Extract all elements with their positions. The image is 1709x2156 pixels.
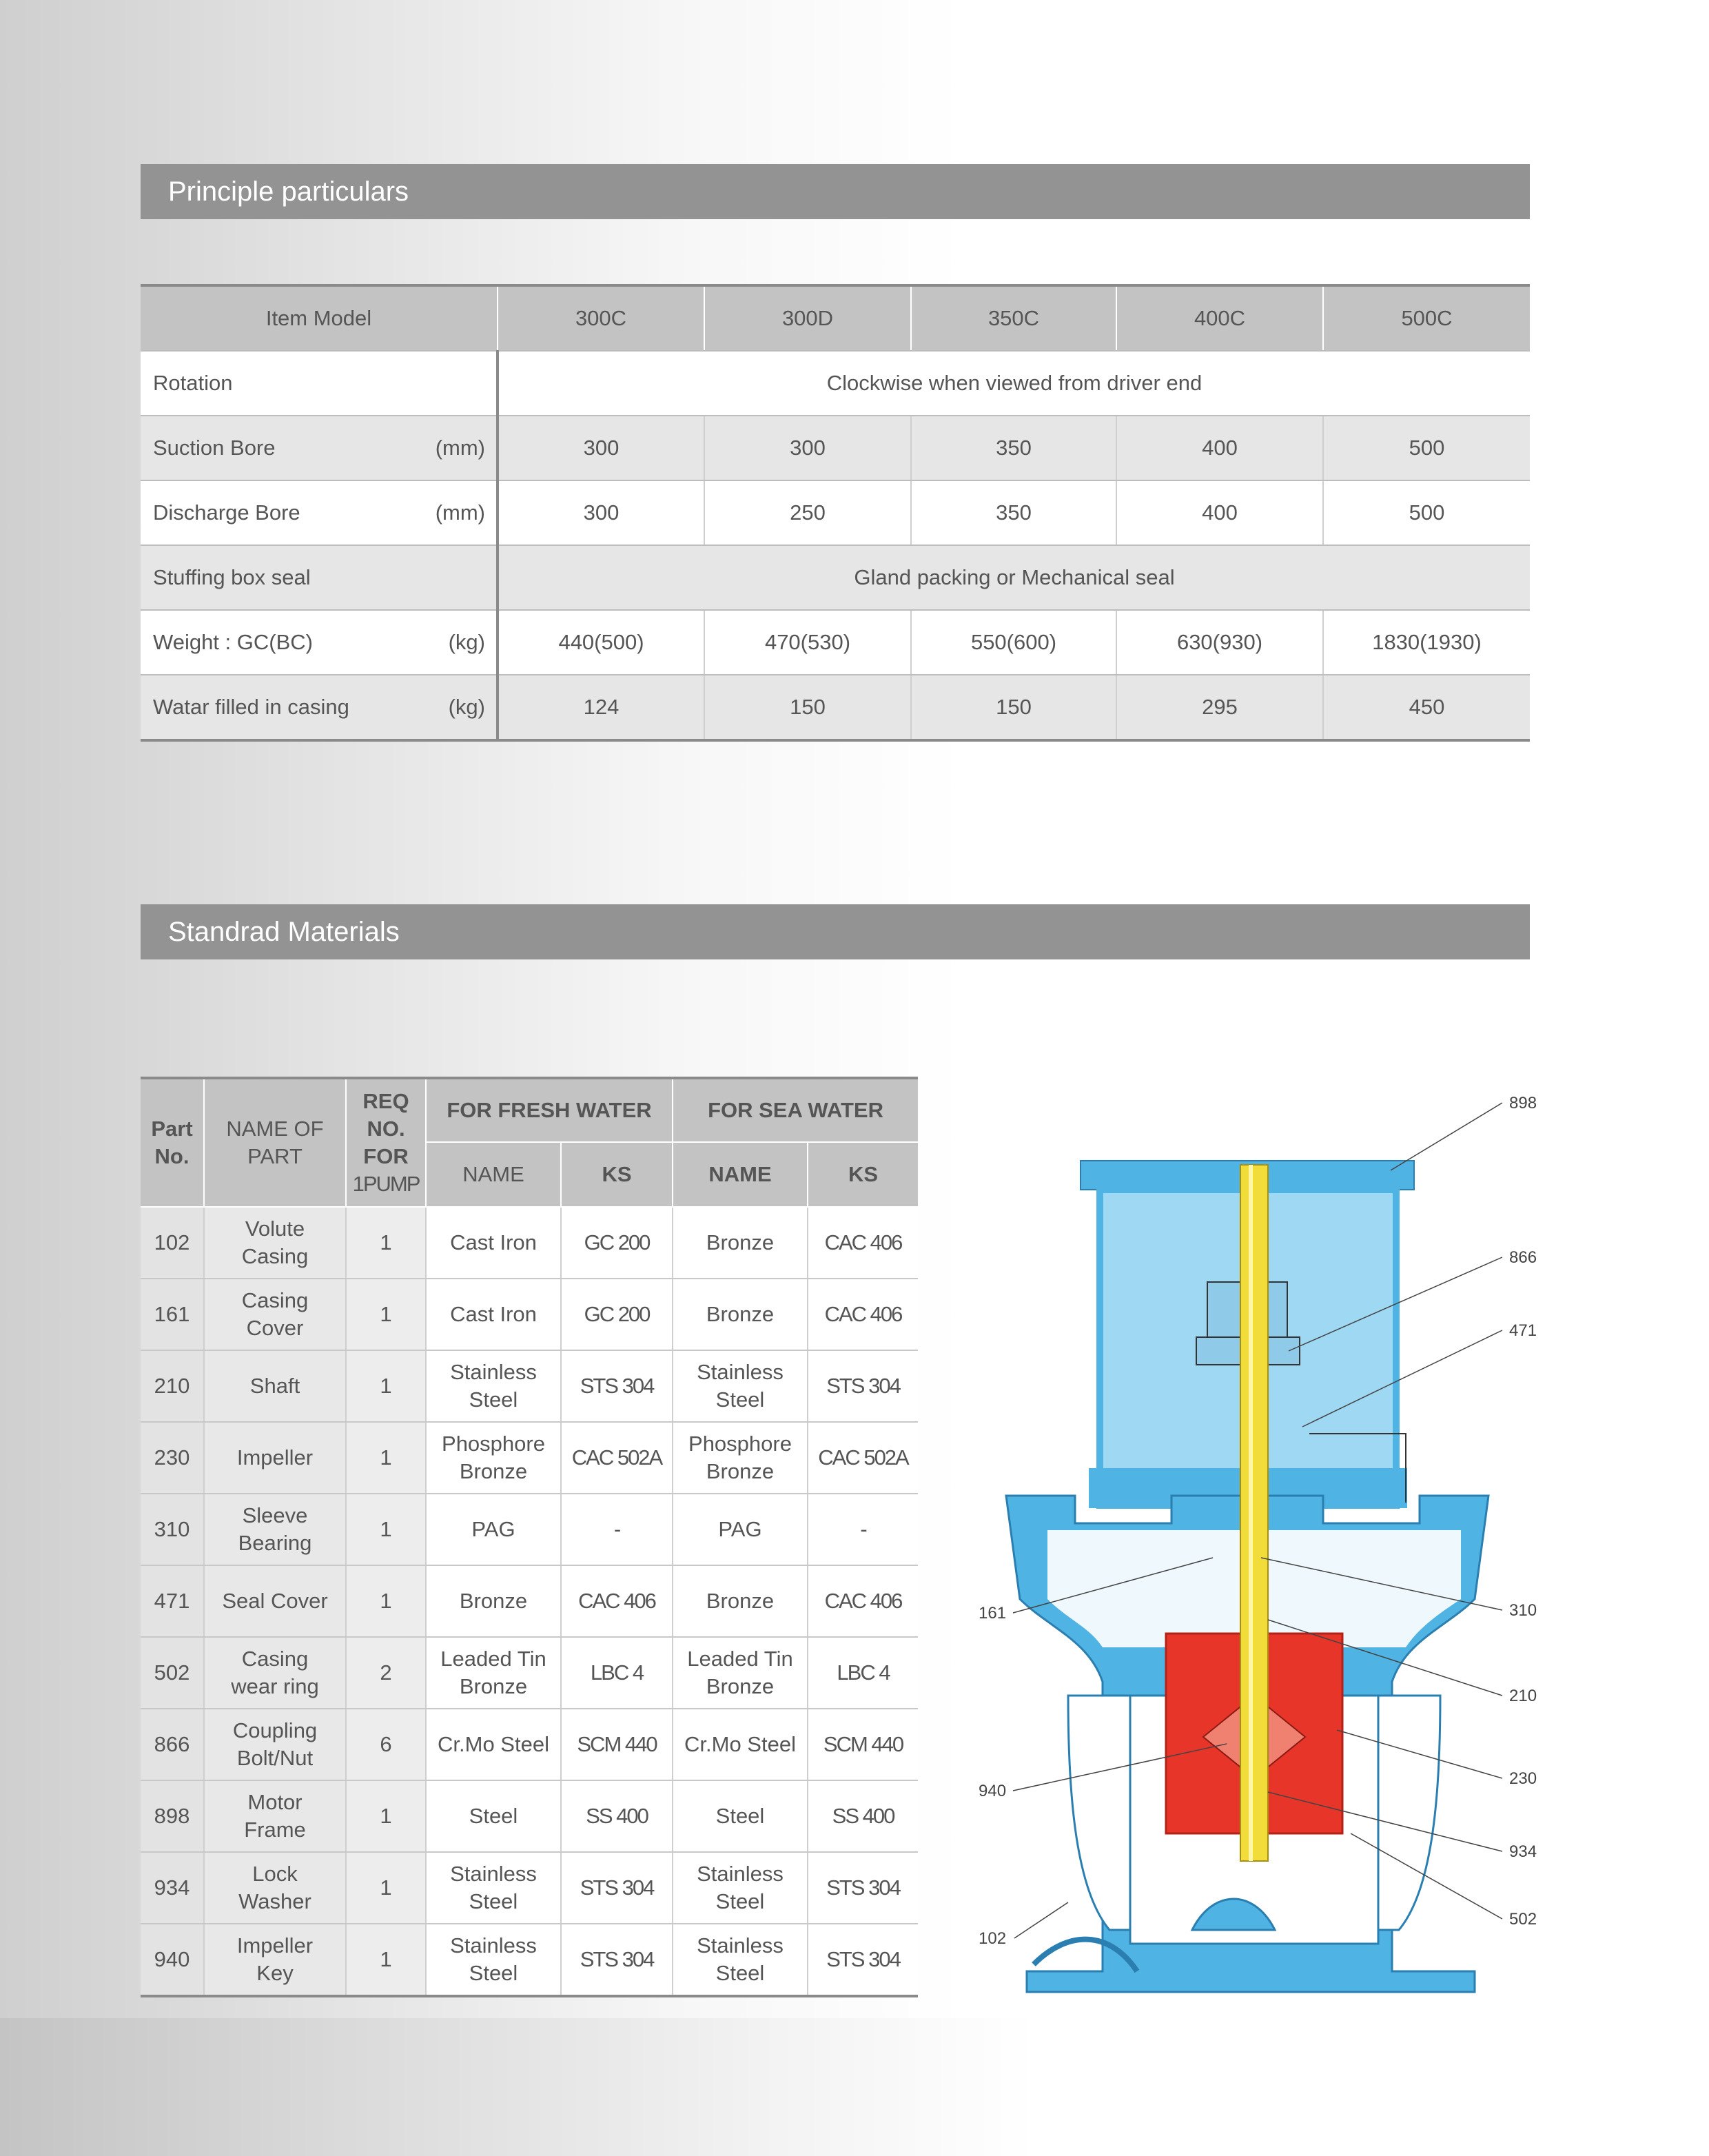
spanned-value: Clockwise when viewed from driver end: [498, 351, 1530, 416]
fresh-name: [426, 1709, 561, 1780]
sea-name: [673, 1924, 808, 1996]
part-name: [204, 1207, 346, 1279]
fresh-name: [426, 1780, 561, 1852]
particulars-row: [141, 610, 1530, 675]
sea-ks: CAC 502A: [808, 1422, 918, 1494]
row-unit: (mm): [435, 436, 485, 460]
req-qty: 1: [346, 1565, 426, 1637]
cell-line: Steel: [469, 1961, 518, 1985]
cell-line: Cover: [246, 1316, 304, 1340]
materials-header-row-1: [141, 1078, 918, 1142]
cell-line: Steel: [715, 1804, 765, 1828]
row-label-text: Stuffing box seal: [153, 565, 311, 589]
req-qty: 1: [346, 1494, 426, 1565]
materials-row: [141, 1780, 918, 1852]
part-no: 898: [141, 1780, 204, 1852]
row-label: [141, 675, 498, 740]
header-model-4: 400C: [1116, 285, 1323, 351]
cell-line: Cr.Mo Steel: [438, 1732, 549, 1756]
cell-line: Bronze: [706, 1674, 775, 1698]
fresh-name: [426, 1494, 561, 1565]
req-qty: 1: [346, 1422, 426, 1494]
callout-161: 161: [979, 1604, 1007, 1623]
cell-line: Steel: [715, 1889, 765, 1913]
spanned-value: Gland packing or Mechanical seal: [498, 545, 1530, 610]
cell-line: Bronze: [706, 1589, 775, 1613]
fresh-ks: -: [561, 1494, 673, 1565]
cell-line: Bronze: [459, 1459, 528, 1483]
cell-line: Steel: [469, 1387, 518, 1412]
cell-line: Key: [256, 1961, 294, 1985]
part-no: 102: [141, 1207, 204, 1279]
cell-line: Coupling: [232, 1718, 318, 1742]
cell-line: Stainless: [697, 1933, 784, 1957]
fresh-name: [426, 1565, 561, 1637]
cell-line: PAG: [718, 1517, 762, 1541]
row-label: [141, 480, 498, 545]
materials-row: [141, 1350, 918, 1422]
fresh-ks: SCM 440: [561, 1709, 673, 1780]
part-no: 940: [141, 1924, 204, 1996]
row-label-text: Watar filled in casing: [153, 695, 349, 719]
cell-line: Washer: [238, 1889, 311, 1913]
cell-line: Lock: [252, 1862, 298, 1886]
cell-line: Cr.Mo Steel: [684, 1732, 796, 1756]
sea-ks: SS 400: [808, 1780, 918, 1852]
fresh-name: [426, 1637, 561, 1709]
callout-940: 940: [979, 1782, 1007, 1800]
sea-ks: SCM 440: [808, 1709, 918, 1780]
row-label: [141, 351, 498, 416]
cell-line: wear ring: [231, 1674, 319, 1698]
fresh-ks: SS 400: [561, 1780, 673, 1852]
fresh-ks: GC 200: [561, 1279, 673, 1350]
fresh-ks: STS 304: [561, 1350, 673, 1422]
req-qty: 1: [346, 1350, 426, 1422]
cell-line: Bolt/Nut: [236, 1746, 314, 1770]
cell-line: Casing: [241, 1647, 309, 1671]
cell-line: Impeller: [236, 1933, 314, 1957]
cell-value: 470(530): [704, 610, 911, 675]
cell-line: Steel: [469, 1889, 518, 1913]
cell-line: Impeller: [236, 1445, 314, 1469]
cell-line: Shaft: [249, 1374, 300, 1398]
materials-row: [141, 1637, 918, 1709]
cell-line: Phosphore: [688, 1432, 792, 1456]
cell-line: Leaded Tin: [440, 1647, 546, 1671]
callout-210: 210: [1509, 1687, 1537, 1705]
cell-line: Stainless: [450, 1862, 537, 1886]
shaft-shape: [1240, 1165, 1268, 1861]
part-no: 471: [141, 1565, 204, 1637]
cell-line: Steel: [469, 1804, 518, 1828]
header-item-model: Item Model: [141, 285, 498, 351]
cell-value: 550(600): [911, 610, 1116, 675]
header-sea-name: NAME: [673, 1142, 808, 1207]
cell-line: Bronze: [459, 1674, 528, 1698]
row-label-text: Suction Bore: [153, 436, 276, 460]
materials-row: [141, 1279, 918, 1350]
part-no: 210: [141, 1350, 204, 1422]
cell-line: Leaded Tin: [687, 1647, 793, 1671]
particulars-row: [141, 351, 1530, 416]
callout-471: 471: [1509, 1321, 1537, 1340]
cell-value: 124: [498, 675, 704, 740]
row-label-text: Discharge Bore: [153, 500, 300, 525]
req-qty: 1: [346, 1780, 426, 1852]
part-no: 934: [141, 1852, 204, 1924]
callout-866: 866: [1509, 1248, 1537, 1267]
cell-line: Steel: [715, 1387, 765, 1412]
sea-ks: LBC 4: [808, 1637, 918, 1709]
part-name: [204, 1852, 346, 1924]
cell-line: Stainless: [697, 1360, 784, 1384]
cell-value: 350: [911, 416, 1116, 480]
cell-line: Stainless: [697, 1862, 784, 1886]
sea-name: [673, 1565, 808, 1637]
callout-102: 102: [979, 1929, 1007, 1948]
part-name: [204, 1637, 346, 1709]
req-qty: 6: [346, 1709, 426, 1780]
cell-line: Volute: [245, 1217, 305, 1241]
cell-line: Motor: [247, 1790, 303, 1814]
sea-name: [673, 1852, 808, 1924]
part-name: [204, 1494, 346, 1565]
fresh-ks: CAC 502A: [561, 1422, 673, 1494]
cell-value: 300: [498, 480, 704, 545]
row-label-text: Rotation: [153, 371, 233, 395]
header-model-2: 300D: [704, 285, 911, 351]
fresh-ks: GC 200: [561, 1207, 673, 1279]
particulars-header-row: [141, 285, 1530, 351]
callout-898: 898: [1509, 1094, 1537, 1112]
cell-value: 250: [704, 480, 911, 545]
materials-row: [141, 1924, 918, 1996]
fresh-name: [426, 1207, 561, 1279]
header-sea-water: FOR SEA WATER: [673, 1078, 918, 1142]
fresh-ks: STS 304: [561, 1924, 673, 1996]
part-name: [204, 1709, 346, 1780]
materials-row: [141, 1422, 918, 1494]
row-label: [141, 610, 498, 675]
standard-materials-table: [141, 1077, 918, 1997]
materials-row: [141, 1207, 918, 1279]
cell-line: Frame: [244, 1818, 306, 1842]
row-label-text: Weight : GC(BC): [153, 630, 313, 654]
fresh-ks: STS 304: [561, 1852, 673, 1924]
cell-value: 150: [704, 675, 911, 740]
part-no: 161: [141, 1279, 204, 1350]
cell-value: 400: [1116, 416, 1323, 480]
fresh-name: [426, 1852, 561, 1924]
fresh-name: [426, 1924, 561, 1996]
pump-cross-section-diagram: [965, 1075, 1544, 1999]
header-name-of-part: NAME OF PART: [204, 1078, 346, 1207]
cell-value: 630(930): [1116, 610, 1323, 675]
row-label: [141, 545, 498, 610]
cell-value: 500: [1323, 416, 1530, 480]
row-label: [141, 416, 498, 480]
cell-value: 150: [911, 675, 1116, 740]
cell-value: 300: [704, 416, 911, 480]
cell-line: Sleeve: [242, 1503, 308, 1527]
sea-ks: CAC 406: [808, 1279, 918, 1350]
particulars-row: [141, 545, 1530, 610]
row-unit: (kg): [448, 695, 485, 719]
fresh-name: [426, 1350, 561, 1422]
part-name: [204, 1422, 346, 1494]
cell-line: Cast Iron: [450, 1302, 537, 1326]
cell-line: Steel: [715, 1961, 765, 1985]
cell-value: 400: [1116, 480, 1323, 545]
sea-ks: CAC 406: [808, 1565, 918, 1637]
principle-particulars-title: Principle particulars: [141, 164, 1530, 219]
sea-ks: -: [808, 1494, 918, 1565]
sea-ks: CAC 406: [808, 1207, 918, 1279]
cell-line: Phosphore: [442, 1432, 545, 1456]
particulars-row: [141, 675, 1530, 740]
sea-ks: STS 304: [808, 1350, 918, 1422]
footer-band: [0, 2018, 1709, 2156]
part-no: 502: [141, 1637, 204, 1709]
sea-name: [673, 1279, 808, 1350]
cell-line: Casing: [241, 1244, 309, 1268]
part-no: 230: [141, 1422, 204, 1494]
callout-502: 502: [1509, 1910, 1537, 1929]
cell-value: 500: [1323, 480, 1530, 545]
part-name: [204, 1350, 346, 1422]
part-no: 310: [141, 1494, 204, 1565]
header-part-no: Part No.: [141, 1078, 204, 1207]
cell-value: 440(500): [498, 610, 704, 675]
part-no: 866: [141, 1709, 204, 1780]
part-name: [204, 1565, 346, 1637]
fresh-ks: CAC 406: [561, 1565, 673, 1637]
fresh-name: [426, 1279, 561, 1350]
materials-row: [141, 1852, 918, 1924]
sea-name: [673, 1494, 808, 1565]
materials-row: [141, 1494, 918, 1565]
callout-310: 310: [1509, 1601, 1537, 1620]
header-model-3: 350C: [911, 285, 1116, 351]
req-qty: 1: [346, 1924, 426, 1996]
part-name: [204, 1279, 346, 1350]
part-name: [204, 1780, 346, 1852]
cell-line: Seal Cover: [222, 1589, 328, 1613]
part-name: [204, 1924, 346, 1996]
cell-value: 1830(1930): [1323, 610, 1530, 675]
cell-line: Bronze: [706, 1459, 775, 1483]
sea-name: [673, 1709, 808, 1780]
header-fresh-water: FOR FRESH WATER: [426, 1078, 673, 1142]
cell-value: 450: [1323, 675, 1530, 740]
sea-name: [673, 1637, 808, 1709]
fresh-name: [426, 1422, 561, 1494]
sea-name: [673, 1207, 808, 1279]
cell-line: Bronze: [706, 1230, 775, 1254]
header-fresh-ks: KS: [561, 1142, 673, 1207]
principle-particulars-table: [141, 284, 1530, 742]
cell-line: Bronze: [706, 1302, 775, 1326]
cell-line: Bronze: [459, 1589, 528, 1613]
cell-line: Stainless: [450, 1360, 537, 1384]
particulars-row: [141, 480, 1530, 545]
sea-name: [673, 1780, 808, 1852]
materials-row: [141, 1565, 918, 1637]
req-qty: 1: [346, 1279, 426, 1350]
sea-name: [673, 1422, 808, 1494]
sea-ks: STS 304: [808, 1852, 918, 1924]
materials-row: [141, 1709, 918, 1780]
header-model-5: 500C: [1323, 285, 1530, 351]
cell-line: Bearing: [238, 1531, 312, 1555]
cell-line: PAG: [471, 1517, 515, 1541]
callout-230: 230: [1509, 1769, 1537, 1788]
fresh-ks: LBC 4: [561, 1637, 673, 1709]
sea-name: [673, 1350, 808, 1422]
header-fresh-name: NAME: [426, 1142, 561, 1207]
cell-line: Stainless: [450, 1933, 537, 1957]
cell-value: 300: [498, 416, 704, 480]
header-sea-ks: KS: [808, 1142, 918, 1207]
row-unit: (kg): [448, 630, 485, 654]
cell-value: 350: [911, 480, 1116, 545]
cell-value: 295: [1116, 675, 1323, 740]
callout-934: 934: [1509, 1842, 1537, 1861]
particulars-row: [141, 416, 1530, 480]
header-model-1: 300C: [498, 285, 704, 351]
cell-line: Cast Iron: [450, 1230, 537, 1254]
cell-line: Casing: [241, 1288, 309, 1312]
header-req-no: REQ NO. FOR 1PUMP: [346, 1078, 426, 1207]
req-qty: 2: [346, 1637, 426, 1709]
sea-ks: STS 304: [808, 1924, 918, 1996]
row-unit: (mm): [435, 500, 485, 525]
standard-materials-title: Standrad Materials: [141, 904, 1530, 959]
req-qty: 1: [346, 1207, 426, 1279]
req-qty: 1: [346, 1852, 426, 1924]
